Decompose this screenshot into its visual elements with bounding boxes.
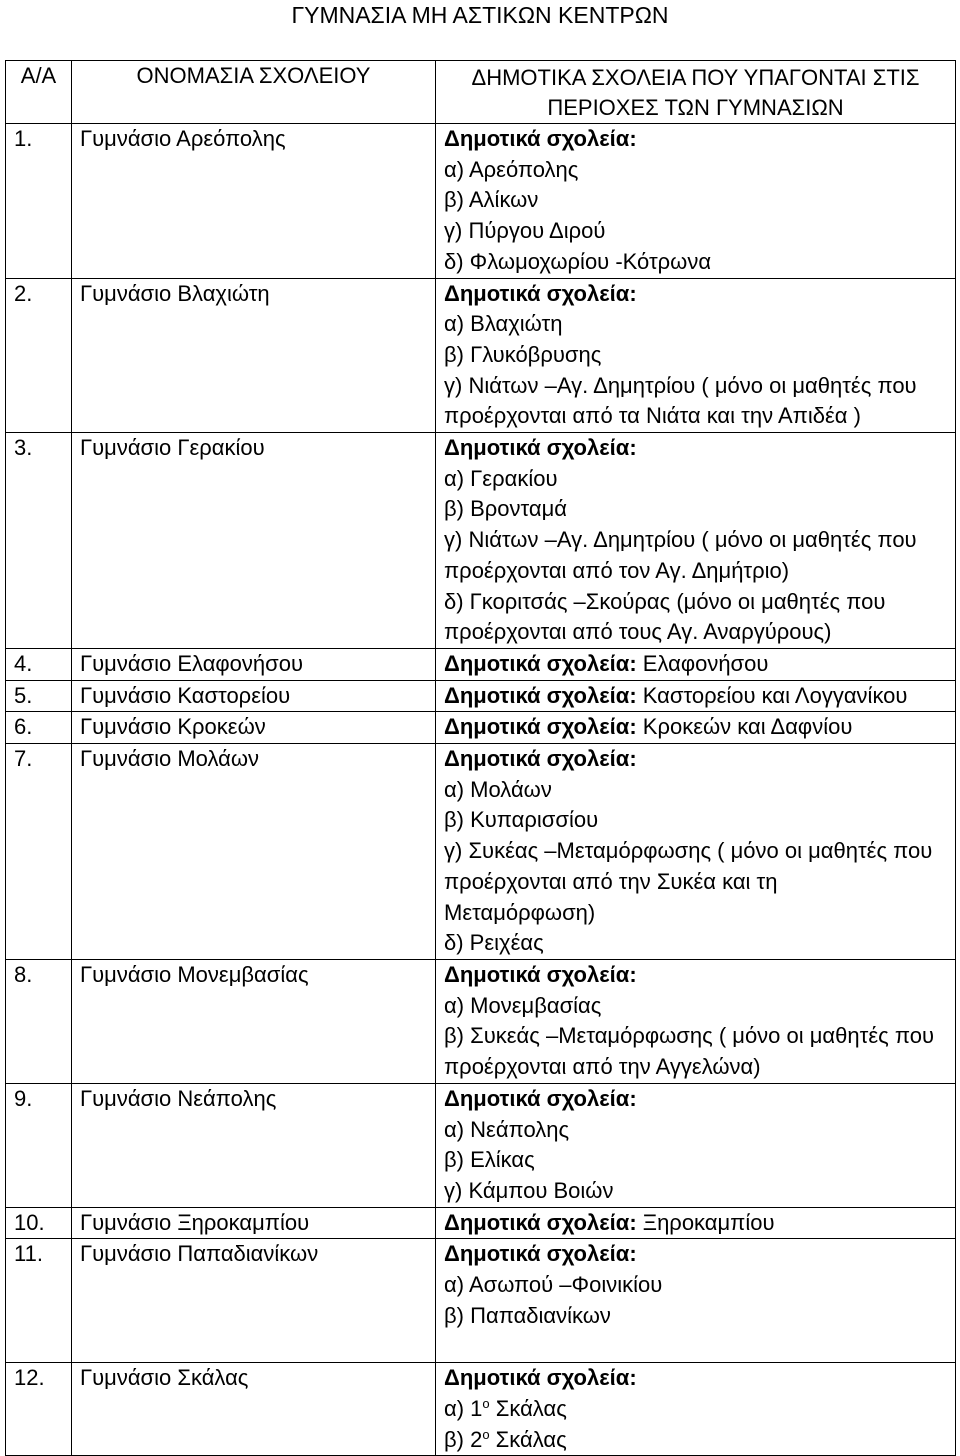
schools-label-line: [444, 960, 955, 991]
school-name: Γυμνάσιο Σκάλας: [72, 1363, 436, 1456]
ordinal-suffix: ο: [482, 1426, 490, 1442]
school-item: α) Μονεμβασίας: [444, 992, 602, 1018]
school-item: δ) Φλωμοχωρίου -Κότρωνα: [444, 248, 712, 274]
school-name: Γυμνάσιο Νεάπολης: [72, 1083, 436, 1207]
school-item: β) Παπαδιανίκων: [444, 1302, 611, 1328]
row-number: 3.: [6, 433, 72, 649]
table-row: [6, 433, 956, 649]
ordinal-suffix: ο: [482, 1395, 490, 1411]
school-item: α) Μολάων: [444, 776, 552, 802]
row-number: 5.: [6, 680, 72, 712]
school-name: Γυμνάσιο Ξηροκαμπίου: [72, 1207, 436, 1239]
table-row: [6, 1207, 956, 1239]
primary-schools-cell: [436, 1363, 956, 1456]
school-name: Γυμνάσιο Καστορείου: [72, 680, 436, 712]
primary-schools-cell: [436, 712, 956, 744]
school-item: α) Γερακίου: [444, 465, 558, 491]
school-item: γ) Πύργου Διρού: [444, 218, 606, 244]
schools-table: [5, 60, 956, 1456]
schools-inline-value: Κροκεών και Δαφνίου: [642, 714, 853, 740]
school-name: Γυμνάσιο Γερακίου: [72, 433, 436, 649]
primary-schools-cell: [436, 433, 956, 649]
primary-schools-cell: [436, 1239, 956, 1363]
school-item: α) $1^o$ Σκάλας: [444, 1395, 567, 1421]
schools-inline-value: Ξηροκαμπίου: [642, 1209, 775, 1235]
header-primary-schools: ΔΗΜΟΤΙΚΑ ΣΧΟΛΕΙΑ ΠΟΥ ΥΠΑΓΟΝΤΑΙ ΣΤΙΣ ΠΕΡΙΟΧΕΣ ΤΩΝ ΓΥΜΝΑΣΙΩΝ: [436, 61, 956, 124]
schools-label-line: [444, 1363, 955, 1394]
school-name: Γυμνάσιο Αρεόπολης: [72, 124, 436, 279]
schools-label: Δημοτικά σχολεία:: [444, 1365, 637, 1391]
schools-inline-value: Ελαφονήσου: [642, 650, 769, 676]
row-number: 1.: [6, 124, 72, 279]
school-item: προέρχονται από τον Αγ. Δημήτριο): [444, 557, 790, 583]
school-name: Γυμνάσιο Μολάων: [72, 744, 436, 960]
school-item: α) Νεάπολης: [444, 1116, 570, 1142]
schools-label: Δημοτικά σχολεία:: [444, 650, 637, 676]
schools-label-line: [444, 124, 955, 155]
schools-label: Δημοτικά σχολεία:: [444, 1241, 637, 1267]
school-name: Γυμνάσιο Βλαχιώτη: [72, 278, 436, 433]
school-item: γ) Κάμπου Βοιών: [444, 1177, 614, 1203]
row-number: 11.: [6, 1239, 72, 1363]
table-row: [6, 278, 956, 433]
school-item: γ) Νιάτων –Αγ. Δημητρίου ( μόνο οι μαθητές που: [444, 372, 917, 398]
schools-label: Δημοτικά σχολεία:: [444, 126, 637, 151]
table-header-row: [6, 61, 956, 124]
school-item: προέρχονται από τα Νιάτα και την Απιδέα ): [444, 403, 861, 429]
row-number: 6.: [6, 712, 72, 744]
row-number: 2.: [6, 278, 72, 433]
school-item: α) Ασωπού –Φοινικίου: [444, 1272, 663, 1298]
table-row: [6, 1083, 956, 1207]
school-name: Γυμνάσιο Μονεμβασίας: [72, 959, 436, 1083]
schools-label: Δημοτικά σχολεία:: [444, 1209, 637, 1235]
primary-schools-cell: [436, 1083, 956, 1207]
page-title: ΓΥΜΝΑΣΙΑ ΜΗ ΑΣΤΙΚΩΝ ΚΕΝΤΡΩΝ: [291, 2, 669, 28]
schools-inline-value: Καστορείου και Λογγανίκου: [642, 682, 908, 708]
school-item: α) Βλαχιώτη: [444, 311, 563, 337]
table-row: [6, 744, 956, 960]
school-name: Γυμνάσιο Ελαφονήσου: [72, 648, 436, 680]
school-item: δ) Γκοριτσάς –Σκούρας (μόνο οι μαθητές που: [444, 588, 886, 614]
school-item: προέρχονται από την Αγγελώνα): [444, 1054, 761, 1080]
row-number: 4.: [6, 648, 72, 680]
school-item: β) Γλυκόβρυσης: [444, 341, 602, 367]
table-row: [6, 124, 956, 279]
primary-schools-cell: [436, 1207, 956, 1239]
school-item: β) Συκεάς –Μεταμόρφωσης ( μόνο οι μαθητές που: [444, 1023, 934, 1049]
school-name: Γυμνάσιο Παπαδιανίκων: [72, 1239, 436, 1363]
school-item: γ) Νιάτων –Αγ. Δημητρίου ( μόνο οι μαθητές που: [444, 527, 917, 553]
table-row: [6, 959, 956, 1083]
schools-label: Δημοτικά σχολεία:: [444, 961, 637, 987]
schools-label: Δημοτικά σχολεία:: [444, 435, 637, 461]
school-item: Μεταμόρφωση): [444, 899, 596, 925]
table-row: [6, 648, 956, 680]
schools-label: Δημοτικά σχολεία:: [444, 682, 637, 708]
school-name: Γυμνάσιο Κροκεών: [72, 712, 436, 744]
schools-label: Δημοτικά σχολεία:: [444, 714, 637, 740]
school-item: α) Αρεόπολης: [444, 156, 579, 182]
school-item: προέρχονται από τους Αγ. Αναργύρους): [444, 619, 832, 645]
schools-label-line: [444, 744, 955, 775]
blank-line: [444, 1331, 955, 1362]
school-item: προέρχονται από την Συκέα και τη: [444, 868, 778, 894]
school-item: β) Ελίκας: [444, 1147, 535, 1173]
row-number: 10.: [6, 1207, 72, 1239]
school-item: γ) Συκέας –Μεταμόρφωσης ( μόνο οι μαθητές που: [444, 838, 933, 864]
table-row: [6, 1363, 956, 1456]
table-row: [6, 1239, 956, 1363]
schools-label-line: [444, 1084, 955, 1115]
school-item: β) Κυπαρισσίου: [444, 807, 599, 833]
table-row: [6, 680, 956, 712]
primary-schools-cell: [436, 744, 956, 960]
schools-label-line: [444, 279, 955, 310]
primary-schools-cell: [436, 124, 956, 279]
primary-schools-cell: [436, 680, 956, 712]
schools-label: Δημοτικά σχολεία:: [444, 1085, 637, 1111]
row-number: 9.: [6, 1083, 72, 1207]
schools-label-line: [444, 433, 955, 464]
schools-label: Δημοτικά σχολεία:: [444, 746, 637, 772]
row-number: 12.: [6, 1363, 72, 1456]
header-school-name: ΟΝΟΜΑΣΙΑ ΣΧΟΛΕΙΟΥ: [72, 61, 436, 124]
primary-schools-cell: [436, 648, 956, 680]
table-row: [6, 712, 956, 744]
row-number: 7.: [6, 744, 72, 960]
primary-schools-cell: [436, 278, 956, 433]
school-item: δ) Ρειχέας: [444, 930, 544, 956]
school-item: β) Βρονταμά: [444, 496, 568, 522]
school-item: β) Αλίκων: [444, 187, 539, 213]
primary-schools-cell: [436, 959, 956, 1083]
school-item: β) $2^o$ Σκάλας: [444, 1426, 567, 1452]
row-number: 8.: [6, 959, 72, 1083]
schools-label: Δημοτικά σχολεία:: [444, 280, 637, 306]
schools-label-line: [444, 1239, 955, 1270]
header-number: Α/Α: [6, 61, 72, 124]
